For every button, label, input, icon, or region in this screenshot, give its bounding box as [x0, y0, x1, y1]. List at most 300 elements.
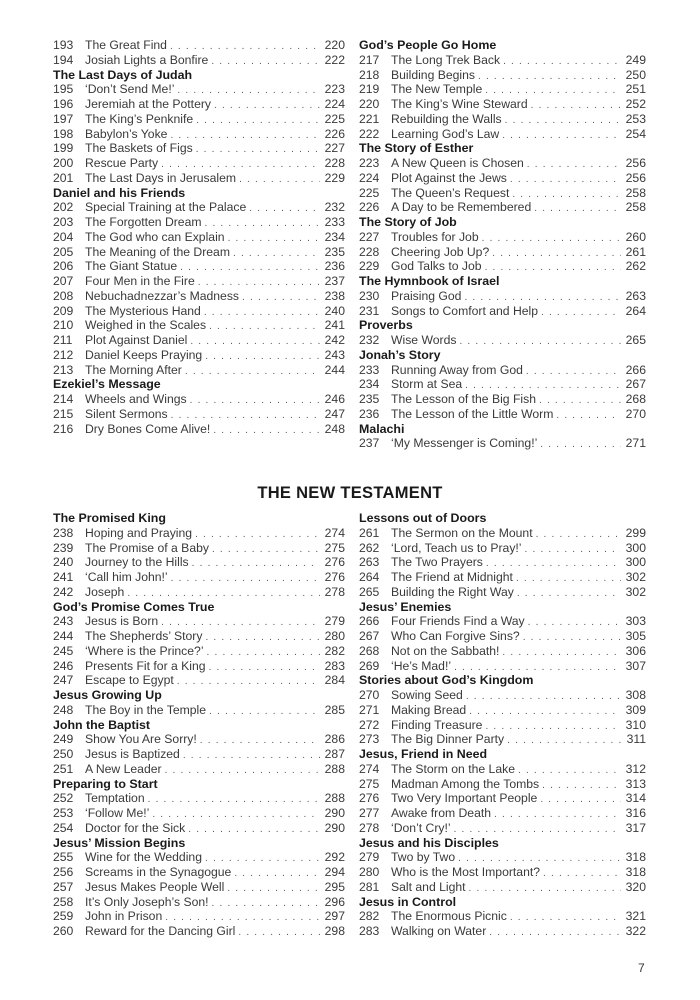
entry-page: 313	[625, 776, 646, 791]
entry-title: The Great Find	[85, 38, 167, 52]
entry-number: 241	[53, 570, 74, 584]
entry-page: 222	[324, 52, 345, 67]
entry-number: 282	[359, 909, 380, 924]
entry-page: 284	[324, 673, 345, 688]
entry-title: Screams in the Synagogue	[85, 865, 232, 879]
toc-entry	[53, 112, 345, 127]
entry-title: The Queen’s Request	[391, 185, 510, 200]
toc-entry	[53, 791, 345, 806]
entry-number: 196	[53, 97, 74, 111]
entry-number: 219	[359, 82, 380, 97]
entry-title: The Giant Statue	[85, 259, 178, 274]
toc-entry	[53, 850, 345, 865]
entry-page: 267	[625, 377, 646, 392]
section-heading: Proverbs	[359, 318, 413, 333]
entry-number: 210	[53, 318, 74, 333]
entry-page: 238	[324, 288, 345, 303]
section-heading: Jesus and his Disciples	[359, 835, 499, 850]
toc-entry	[53, 541, 345, 556]
entry-number: 234	[359, 377, 380, 392]
toc-entry	[359, 806, 646, 821]
entry-number: 242	[53, 584, 74, 599]
entry-title: Rescue Party	[85, 156, 159, 170]
toc-entry	[53, 895, 345, 910]
entry-page: 264	[625, 303, 646, 318]
entry-number: 263	[359, 555, 380, 570]
toc-entry	[359, 112, 646, 127]
toc-entry	[53, 53, 345, 68]
entry-number: 214	[53, 392, 74, 406]
entry-title: The Lesson of the Little Worm	[391, 406, 554, 421]
toc-entry	[53, 200, 345, 215]
toc-entry	[359, 377, 646, 392]
entry-number: 270	[359, 688, 380, 702]
entry-number: 221	[359, 111, 380, 126]
entry-title: Reward for the Dancing Girl	[85, 924, 236, 938]
toc-entry	[53, 259, 345, 274]
entry-title: Building Begins	[391, 67, 476, 82]
entry-page: 220	[324, 38, 345, 52]
entry-title: Making Bread	[391, 702, 467, 717]
toc-entry	[53, 348, 345, 363]
entry-page: 292	[324, 850, 345, 865]
toc-entry	[359, 732, 646, 747]
entry-title: Cheering Job Up?	[391, 244, 490, 259]
entry-title: Nebuchadnezzar’s Madness	[85, 288, 240, 303]
entry-title: Four Men in the Fire	[85, 274, 195, 288]
entry-number: 225	[359, 185, 380, 200]
entry-number: 229	[359, 259, 380, 274]
toc-entry	[359, 436, 646, 451]
toc-entry	[53, 215, 345, 230]
toc-entry	[53, 703, 345, 718]
entry-title: A Day to be Remembered	[391, 200, 532, 215]
entry-page: 249	[625, 52, 646, 67]
toc-entry	[359, 880, 646, 895]
toc-entry	[359, 230, 646, 245]
toc-entry	[359, 555, 646, 570]
entry-number: 222	[359, 126, 380, 141]
section-heading: God’s People Go Home	[359, 38, 497, 52]
entry-number: 245	[53, 643, 74, 658]
entry-page: 254	[625, 126, 646, 141]
entry-title: Weighed in the Scales	[85, 318, 207, 333]
entry-number: 240	[53, 555, 74, 570]
entry-title: The Baskets of Figs	[85, 141, 193, 156]
entry-number: 200	[53, 156, 74, 170]
entry-number: 216	[53, 421, 74, 436]
toc-entry	[359, 186, 646, 201]
toc-entry	[53, 245, 345, 260]
ot-left-column	[53, 38, 345, 436]
entry-page: 253	[625, 111, 646, 126]
section-heading: The Story of Job	[359, 215, 457, 229]
entry-title: Hoping and Praying	[85, 525, 193, 540]
nt-right-column	[359, 511, 646, 939]
entry-page: 275	[324, 540, 345, 555]
entry-number: 195	[53, 82, 74, 97]
entry-page: 312	[625, 761, 646, 776]
entry-title: The Promise of a Baby	[85, 540, 209, 555]
entry-title: Jesus is Baptized	[85, 747, 180, 761]
entry-title: The Big Dinner Party	[391, 732, 505, 747]
entry-number: 268	[359, 643, 380, 658]
entry-number: 276	[359, 791, 380, 806]
toc-entry	[53, 333, 345, 348]
entry-title: ‘Don’t Send Me!’	[85, 82, 175, 97]
entry-number: 275	[359, 776, 380, 791]
entry-number: 271	[359, 702, 380, 717]
entry-page: 322	[625, 924, 646, 938]
entry-number: 273	[359, 732, 380, 747]
entry-page: 258	[625, 185, 646, 200]
toc-entry	[53, 526, 345, 541]
entry-page: 235	[324, 244, 345, 259]
entry-page: 270	[625, 406, 646, 421]
toc-entry	[53, 407, 345, 422]
entry-title: It’s Only Joseph’s Son!	[85, 894, 209, 909]
entry-page: 320	[625, 879, 646, 894]
toc-entry	[359, 541, 646, 556]
section-heading: Jesus’ Enemies	[359, 599, 452, 614]
entry-title: Learning God’s Law	[391, 126, 500, 141]
entry-title: Plot Against the Jews	[391, 170, 507, 185]
section-heading: The Last Days of Judah	[53, 67, 193, 82]
entry-page: 248	[324, 421, 345, 436]
entry-page: 282	[324, 643, 345, 658]
section-heading: The Hymnbook of Israel	[359, 274, 500, 288]
entry-number: 257	[53, 879, 74, 894]
toc-entry	[53, 304, 345, 319]
entry-title: Finding Treasure	[391, 717, 483, 732]
entry-number: 193	[53, 38, 74, 52]
toc-entry	[359, 82, 646, 97]
entry-number: 233	[359, 362, 380, 377]
entry-page: 311	[626, 732, 646, 747]
entry-title: The God who can Explain	[85, 229, 225, 244]
entry-number: 264	[359, 570, 380, 584]
toc-entry	[359, 703, 646, 718]
entry-page: 243	[324, 347, 345, 362]
entry-page: 300	[625, 540, 646, 555]
entry-title: The Two Prayers	[391, 555, 483, 570]
toc-entry	[359, 53, 646, 68]
entry-page: 288	[324, 791, 345, 806]
entry-title: A New Queen is Chosen	[391, 156, 524, 170]
entry-number: 213	[53, 362, 74, 377]
toc-entry	[359, 156, 646, 171]
entry-page: 223	[324, 82, 345, 97]
entry-page: 262	[625, 259, 646, 274]
entry-number: 208	[53, 288, 74, 303]
section-heading: Jesus’ Mission Begins	[53, 835, 186, 850]
entry-number: 283	[359, 924, 380, 938]
entry-page: 290	[324, 806, 345, 820]
entry-title: Silent Sermons	[85, 406, 168, 421]
entry-page: 296	[324, 894, 345, 909]
entry-number: 281	[359, 879, 380, 894]
entry-page: 314	[625, 791, 646, 806]
entry-title: ‘He’s Mad!’	[391, 658, 452, 673]
entry-page: 265	[625, 333, 646, 347]
entry-page: 310	[625, 717, 646, 732]
toc-entry	[53, 97, 345, 112]
entry-page: 274	[324, 525, 345, 540]
entry-page: 225	[324, 111, 345, 126]
entry-number: 227	[359, 229, 380, 244]
entry-page: 228	[324, 156, 345, 170]
entry-title: Joseph	[85, 584, 125, 599]
toc-entry	[53, 629, 345, 644]
entry-page: 266	[625, 362, 646, 377]
entry-page: 242	[324, 333, 345, 347]
entry-number: 256	[53, 865, 74, 879]
entry-number: 265	[359, 584, 380, 599]
entry-number: 201	[53, 170, 74, 185]
entry-title: John in Prison	[85, 909, 163, 924]
entry-page: 250	[625, 67, 646, 82]
entry-page: 232	[324, 200, 345, 215]
toc-entry	[359, 363, 646, 378]
entry-title: Josiah Lights a Bonfire	[85, 52, 209, 67]
entry-title: Storm at Sea	[391, 377, 463, 392]
section-heading: Preparing to Start	[53, 776, 158, 791]
toc-entry	[53, 230, 345, 245]
dot-leader	[540, 438, 621, 453]
entry-title: The Enormous Picnic	[391, 909, 507, 924]
section-heading: Jesus in Control	[359, 894, 457, 909]
toc-entry	[359, 924, 646, 939]
entry-number: 252	[53, 791, 74, 806]
entry-number: 223	[359, 156, 380, 170]
entry-page: 288	[324, 761, 345, 776]
entry-page: 241	[324, 318, 345, 333]
entry-title: ‘Lord, Teach us to Pray!’	[391, 540, 522, 555]
entry-page: 302	[625, 584, 646, 599]
entry-title: Running Away from God	[391, 362, 523, 377]
entry-number: 198	[53, 126, 74, 141]
toc-entry	[359, 791, 646, 806]
nt-left-column	[53, 511, 345, 939]
entry-page: 305	[625, 629, 646, 643]
toc-entry	[359, 392, 646, 407]
entry-page: 233	[324, 215, 345, 229]
toc-entry	[53, 274, 345, 289]
entry-title: The Meaning of the Dream	[85, 244, 230, 259]
entry-title: Doctor for the Sick	[85, 820, 186, 835]
section-heading: God’s Promise Comes True	[53, 599, 215, 614]
entry-number: 199	[53, 141, 74, 156]
toc-entry	[359, 245, 646, 260]
entry-page: 260	[625, 229, 646, 244]
toc-entry	[53, 644, 345, 659]
entry-title: The Sermon on the Mount	[391, 525, 533, 540]
entry-number: 232	[359, 333, 380, 347]
entry-number: 218	[359, 67, 380, 82]
entry-number: 247	[53, 673, 74, 688]
toc-entry	[359, 777, 646, 792]
entry-title: Special Training at the Palace	[85, 200, 247, 215]
section-title: THE NEW TESTAMENT	[257, 484, 443, 502]
dot-leader	[238, 926, 320, 941]
entry-number: 237	[359, 436, 380, 451]
entry-title: Two Very Important People	[391, 791, 538, 806]
entry-page: 318	[625, 865, 646, 879]
entry-page: 229	[324, 170, 345, 185]
toc-entry	[359, 407, 646, 422]
entry-title: ‘Where is the Prince?’	[85, 643, 204, 658]
toc-entry	[359, 570, 646, 585]
toc-entry	[53, 289, 345, 304]
entry-title: Show You Are Sorry!	[85, 732, 197, 747]
entry-page: 278	[324, 584, 345, 599]
entry-page: 308	[625, 688, 646, 702]
entry-number: 266	[359, 614, 380, 629]
entry-title: Escape to Egypt	[85, 673, 174, 688]
entry-title: Temptation	[85, 791, 145, 806]
toc-entry	[53, 570, 345, 585]
entry-number: 279	[359, 850, 380, 865]
entry-page: 227	[324, 141, 345, 156]
entry-title: Dry Bones Come Alive!	[85, 421, 211, 436]
entry-page: 290	[324, 820, 345, 835]
entry-number: 251	[53, 761, 74, 776]
toc-entry	[359, 865, 646, 880]
entry-title: Wise Words	[391, 333, 457, 347]
entry-title: Troubles for Job	[391, 229, 479, 244]
entry-number: 224	[359, 170, 380, 185]
entry-number: 204	[53, 229, 74, 244]
entry-page: 251	[625, 82, 646, 97]
toc-entry	[53, 318, 345, 333]
entry-number: 203	[53, 215, 74, 229]
entry-number: 238	[53, 525, 74, 540]
toc-entry	[359, 644, 646, 659]
toc-entry	[359, 614, 646, 629]
entry-number: 215	[53, 406, 74, 421]
entry-page: 280	[324, 629, 345, 643]
entry-title: The Last Days in Jerusalem	[85, 170, 237, 185]
entry-page: 256	[625, 156, 646, 170]
toc-entry	[359, 850, 646, 865]
entry-page: 286	[324, 732, 345, 747]
entry-title: The Lesson of the Big Fish	[391, 392, 536, 406]
entry-title: Babylon’s Yoke	[85, 126, 168, 141]
entry-number: 244	[53, 629, 74, 643]
entry-title: The Forgotten Dream	[85, 215, 202, 229]
entry-title: A New Leader	[85, 761, 162, 776]
entry-number: 239	[53, 540, 74, 555]
entry-page: 297	[324, 909, 345, 924]
entry-page: 237	[324, 274, 345, 288]
entry-number: 236	[359, 406, 380, 421]
entry-page: 285	[324, 702, 345, 717]
toc-entry	[53, 156, 345, 171]
entry-number: 202	[53, 200, 74, 215]
toc-entry	[53, 909, 345, 924]
entry-number: 274	[359, 761, 380, 776]
entry-title: Wheels and Wings	[85, 392, 187, 406]
section-heading: Jesus Growing Up	[53, 688, 162, 702]
toc-entry	[53, 422, 345, 437]
toc-entry	[359, 688, 646, 703]
entry-page: 302	[625, 570, 646, 584]
entry-title: Sowing Seed	[391, 688, 463, 702]
entry-number: 277	[359, 806, 380, 820]
toc-entry	[53, 555, 345, 570]
entry-number: 249	[53, 732, 74, 747]
entry-number: 250	[53, 747, 74, 761]
section-heading: The Story of Esther	[359, 141, 474, 156]
entry-title: The Long Trek Back	[391, 52, 501, 67]
toc-entry	[359, 259, 646, 274]
entry-number: 261	[359, 525, 380, 540]
entry-title: Jesus is Born	[85, 614, 159, 629]
entry-page: 256	[625, 170, 646, 185]
toc-entry	[53, 141, 345, 156]
entry-page: 244	[324, 362, 345, 377]
entry-title: Daniel Keeps Praying	[85, 347, 203, 362]
entry-page: 307	[625, 658, 646, 673]
entry-number: 258	[53, 894, 74, 909]
section-heading: Malachi	[359, 421, 405, 436]
entry-page: 283	[324, 658, 345, 673]
entry-number: 269	[359, 658, 380, 673]
section-heading: John the Baptist	[53, 717, 151, 732]
entry-page: 316	[625, 806, 646, 820]
toc-entry	[53, 762, 345, 777]
entry-number: 235	[359, 392, 380, 406]
entry-title: The Shepherds’ Story	[85, 629, 203, 643]
entry-title: The King’s Penknife	[85, 111, 194, 126]
entry-title: The Storm on the Lake	[391, 761, 515, 776]
toc-entry	[359, 909, 646, 924]
page-number: 7	[638, 961, 645, 975]
entry-page: 240	[324, 303, 345, 318]
toc-entry	[359, 821, 646, 836]
entry-number: 231	[359, 303, 380, 318]
toc-entry	[359, 127, 646, 142]
entry-number: 243	[53, 614, 74, 629]
entry-number: 248	[53, 702, 74, 717]
entry-page: 234	[324, 229, 345, 244]
entry-page: 318	[625, 850, 646, 865]
entry-number: 226	[359, 200, 380, 215]
entry-title: ‘Call him John!’	[85, 570, 168, 584]
entry-title: ‘Follow Me!’	[85, 806, 150, 820]
entry-page: 268	[625, 392, 646, 406]
entry-number: 211	[53, 333, 73, 347]
entry-title: The Morning After	[85, 362, 182, 377]
entry-number: 209	[53, 303, 74, 318]
entry-title: ‘My Messenger is Coming!’	[391, 436, 538, 451]
entry-number: 230	[359, 288, 380, 303]
toc-entry	[53, 747, 345, 762]
entry-title: God Talks to Job	[391, 259, 482, 274]
entry-title: Presents Fit for a King	[85, 658, 206, 673]
entry-page: 300	[625, 555, 646, 570]
entry-title: Jesus Makes People Well	[85, 879, 225, 894]
toc-entry	[359, 289, 646, 304]
toc-entry	[53, 392, 345, 407]
entry-title: Salt and Light	[391, 879, 466, 894]
entry-number: 280	[359, 865, 380, 879]
entry-title: The Mysterious Hand	[85, 303, 201, 318]
toc-entry	[53, 821, 345, 836]
entry-title: Four Friends Find a Way	[391, 614, 525, 629]
entry-title: Two by Two	[391, 850, 456, 865]
entry-page: 298	[324, 924, 345, 938]
